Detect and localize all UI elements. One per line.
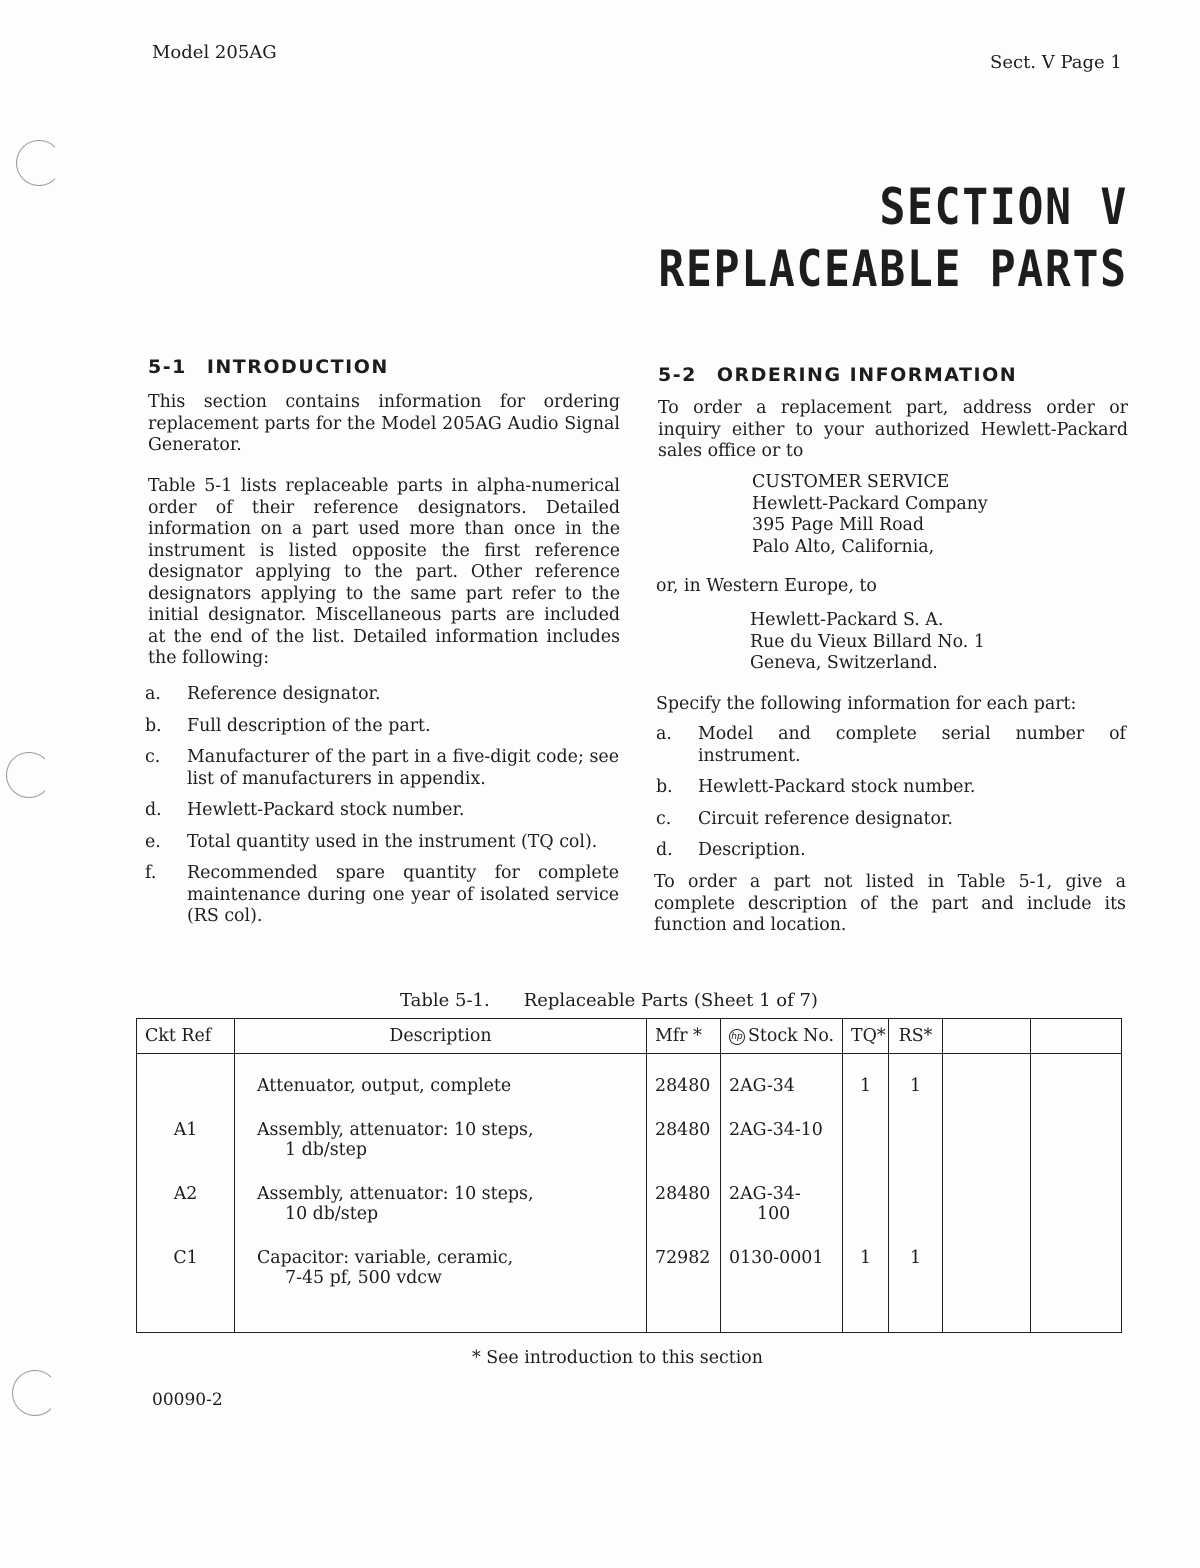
table-row — [137, 1184, 1122, 1248]
address-line: Hewlett-Packard Company — [752, 493, 988, 514]
intro-paragraph-1: This section contains information for ordering replacement parts for the Model 205AG Audio Signal Generator. — [148, 392, 620, 455]
cell-blank — [1031, 1054, 1122, 1121]
cell-blank — [1031, 1120, 1122, 1184]
cell-stock — [721, 1054, 843, 1121]
list-text: Model and complete serial number of instrument. — [698, 724, 1126, 766]
table-caption-title: Replaceable Parts (Sheet 1 of 7) — [523, 990, 818, 1011]
address-line: 395 Page Mill Road — [752, 515, 925, 535]
document-number: 00090-2 — [152, 1390, 223, 1410]
cell-ckt-ref: A1 — [137, 1120, 235, 1184]
header-stock-label: Stock No. — [748, 1026, 835, 1046]
description-line: Attenuator, output, complete — [257, 1076, 512, 1096]
header-rs: RS* — [889, 1019, 943, 1054]
cell-blank — [943, 1248, 1031, 1333]
header-ckt-ref: Ckt Ref — [137, 1019, 235, 1054]
stock-line: 2AG-34-10 — [729, 1120, 823, 1140]
cell-tq: 1 — [843, 1248, 889, 1333]
table-header-row — [137, 1019, 1122, 1054]
header-description: Description — [235, 1019, 647, 1054]
cell-tq — [843, 1120, 889, 1184]
description-line: 7-45 pf, 500 vdcw — [285, 1268, 442, 1288]
stock-line: 100 — [757, 1204, 791, 1224]
ordering-list — [656, 724, 1126, 872]
list-item — [656, 724, 1126, 767]
list-item — [656, 777, 1126, 799]
cell-stock — [721, 1248, 843, 1333]
ordering-number: 5-2 — [658, 364, 697, 386]
address-line: Rue du Vieux Billard No. 1 — [750, 631, 985, 652]
table-row — [137, 1248, 1122, 1333]
list-text: Hewlett-Packard stock number. — [698, 777, 976, 797]
list-letter: d. — [656, 840, 673, 860]
list-letter: a. — [656, 724, 672, 744]
list-text: Manufacturer of the part in a five-digit code; see list of manufacturers in appendix. — [187, 747, 619, 789]
table-caption — [400, 990, 818, 1011]
ordering-paragraph-1: To order a replacement part, address order or inquiry either to your authorized Hewlett-Packard sales office or to — [658, 398, 1128, 461]
cell-ckt-ref — [137, 1054, 235, 1121]
address-line: Hewlett-Packard S. A. — [750, 610, 944, 630]
section-subtitle: REPLACEABLE PARTS — [658, 240, 1128, 298]
list-text: Full description of the part. — [187, 715, 431, 736]
cell-description — [235, 1248, 647, 1333]
hole-punch-top — [16, 140, 62, 186]
model-label: Model 205AG — [152, 42, 277, 63]
parts-table — [136, 1018, 1122, 1333]
ordering-title: ORDERING INFORMATION — [716, 364, 1018, 386]
list-item — [145, 863, 619, 928]
table-row — [137, 1054, 1122, 1121]
list-letter: e. — [145, 831, 161, 852]
cell-blank — [943, 1184, 1031, 1248]
cell-description — [235, 1184, 647, 1248]
hp-logo-icon: hp — [729, 1029, 745, 1045]
header-tq: TQ* — [843, 1019, 889, 1054]
table-row — [137, 1120, 1122, 1184]
description-line: Capacitor: variable, ceramic, — [257, 1248, 514, 1268]
cell-mfr: 72982 — [647, 1248, 721, 1333]
intro-number: 5-1 — [148, 356, 187, 378]
section-page-label: Sect. V Page 1 — [990, 52, 1122, 73]
list-letter: f. — [145, 863, 157, 883]
cell-blank — [1031, 1248, 1122, 1333]
list-item — [145, 832, 619, 854]
list-text: Hewlett-Packard stock number. — [187, 800, 465, 820]
ordering-specify: Specify the following information for each part: — [656, 694, 1077, 714]
cell-tq: 1 — [843, 1054, 889, 1121]
list-text: Description. — [698, 840, 806, 860]
cell-description — [235, 1054, 647, 1121]
cell-mfr: 28480 — [647, 1054, 721, 1121]
ordering-heading — [658, 364, 1017, 386]
cell-rs: 1 — [889, 1054, 943, 1121]
table-caption-label: Table 5-1. — [400, 990, 490, 1011]
header-mfr: Mfr * — [647, 1019, 721, 1054]
intro-title: INTRODUCTION — [206, 356, 389, 378]
intro-paragraph-2: Table 5-1 lists replaceable parts in alpha-numerical order of their reference designators. Detailed information on a part used more than once in the instrument is listed opposite the first reference designator applying to the part. Other reference designators applying to the same part refer to the initial designator. Miscellaneous parts are included at the end of the list. Detailed information includes the following: — [148, 476, 620, 668]
cell-tq — [843, 1184, 889, 1248]
list-text: Circuit reference designator. — [698, 808, 953, 829]
list-item — [145, 800, 619, 822]
list-letter: c. — [145, 747, 161, 767]
description-line: Assembly, attenuator: 10 steps, — [257, 1120, 534, 1140]
list-item — [656, 809, 1126, 831]
list-letter: b. — [145, 715, 162, 736]
address-line: Geneva, Switzerland. — [750, 653, 938, 673]
cell-blank — [1031, 1184, 1122, 1248]
list-item — [656, 840, 1126, 862]
hole-punch-bottom — [12, 1370, 58, 1416]
cell-rs — [889, 1184, 943, 1248]
cell-rs — [889, 1120, 943, 1184]
list-text: Recommended spare quantity for complete maintenance during one year of isolated service (RS col). — [187, 863, 619, 926]
address-line: CUSTOMER SERVICE — [752, 472, 950, 492]
list-text: Total quantity used in the instrument (TQ col). — [187, 831, 598, 852]
cell-mfr: 28480 — [647, 1184, 721, 1248]
table-footnote: * See introduction to this section — [472, 1348, 763, 1368]
description-line: 10 db/step — [285, 1204, 379, 1224]
intro-list — [145, 684, 619, 938]
list-letter: c. — [656, 808, 672, 829]
section-title: SECTION V — [879, 178, 1128, 236]
list-item — [145, 747, 619, 790]
list-letter: b. — [656, 777, 673, 797]
ordering-or-line: or, in Western Europe, to — [656, 576, 877, 596]
ordering-paragraph-last: To order a part not listed in Table 5-1, give a complete description of the part and include its function and location. — [654, 872, 1126, 935]
list-text: Reference designator. — [187, 684, 381, 704]
cell-mfr: 28480 — [647, 1120, 721, 1184]
header-stock-no — [721, 1019, 843, 1054]
address-europe — [750, 610, 985, 675]
stock-line: 2AG-34 — [729, 1076, 795, 1096]
list-letter: a. — [145, 684, 161, 704]
cell-ckt-ref: A2 — [137, 1184, 235, 1248]
cell-blank — [943, 1120, 1031, 1184]
list-item — [145, 684, 619, 706]
cell-stock — [721, 1120, 843, 1184]
stock-line: 0130-0001 — [729, 1248, 824, 1268]
list-item — [145, 716, 619, 738]
intro-heading — [148, 356, 389, 378]
list-letter: d. — [145, 800, 162, 820]
header-blank-1 — [943, 1019, 1031, 1054]
description-line: Assembly, attenuator: 10 steps, — [257, 1184, 534, 1204]
cell-blank — [943, 1054, 1031, 1121]
cell-rs: 1 — [889, 1248, 943, 1333]
header-blank-2 — [1031, 1019, 1122, 1054]
description-line: 1 db/step — [285, 1140, 368, 1160]
cell-description — [235, 1120, 647, 1184]
stock-line: 2AG-34- — [729, 1184, 801, 1204]
cell-stock — [721, 1184, 843, 1248]
cell-ckt-ref: C1 — [137, 1248, 235, 1333]
address-us — [752, 472, 988, 558]
address-line: Palo Alto, California, — [752, 536, 935, 557]
hole-punch-middle — [6, 752, 52, 798]
